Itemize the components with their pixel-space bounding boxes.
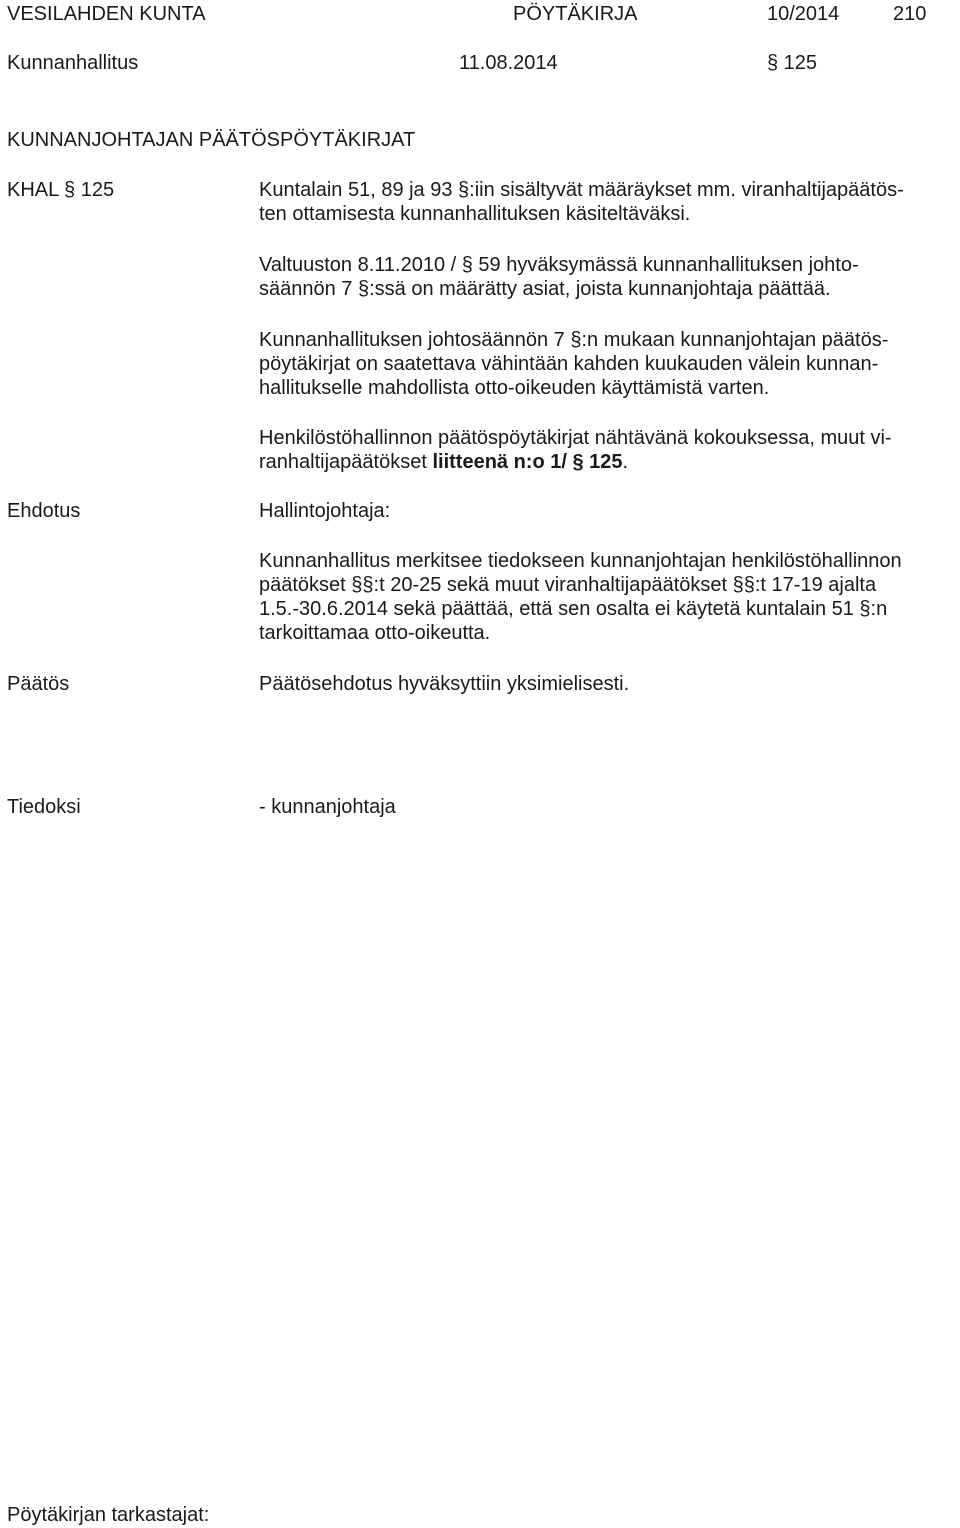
decision-label: Päätös bbox=[7, 673, 70, 695]
section-reference: KHAL § 125 bbox=[7, 179, 115, 201]
decision-text: Päätösehdotus hyväksyttiin yksimielisesti. bbox=[259, 673, 630, 695]
paragraph-procedure bbox=[259, 328, 888, 400]
paragraph-line: Kuntalain 51, 89 ja 93 §:iin sisältyvät määräykset mm. viranhaltijapäätös- bbox=[259, 179, 904, 201]
paragraph-line: säännön 7 §:ssä on määrätty asiat, joista kunnanjohtaja päättää. bbox=[259, 278, 831, 300]
page-number: 210 bbox=[893, 3, 927, 25]
paragraph-rules bbox=[259, 253, 859, 301]
paragraph-text: ranhaltijapäätökset bbox=[259, 451, 433, 473]
meeting-date: 11.08.2014 bbox=[459, 52, 558, 74]
paragraph-line: Kunnanhallitus merkitsee tiedokseen kunnanjohtajan henkilöstöhallinnon bbox=[259, 550, 902, 572]
paragraph-line: pöytäkirjat on saatettava vähintään kahden kuukauden välein kunnan- bbox=[259, 353, 879, 375]
paragraph-line: tarkoittamaa otto-oikeutta. bbox=[259, 622, 491, 644]
paragraph-text: . bbox=[622, 451, 629, 473]
notify-recipient: - kunnanjohtaja bbox=[259, 796, 396, 818]
paragraph-line bbox=[259, 450, 892, 474]
paragraph-line: ten ottamisesta kunnanhallituksen käsiteltäväksi. bbox=[259, 203, 691, 225]
paragraph-attachments bbox=[259, 426, 892, 474]
attachment-reference: liitteenä n:o 1/ § 125 bbox=[432, 451, 623, 473]
paragraph-line: Valtuuston 8.11.2010 / § 59 hyväksymässä kunnanhallituksen johto- bbox=[259, 254, 859, 276]
section-title: KUNNANJOHTAJAN PÄÄTÖSPÖYTÄKIRJAT bbox=[7, 129, 416, 151]
municipality-name: VESILAHDEN KUNTA bbox=[7, 3, 206, 25]
section-number: § 125 bbox=[767, 52, 818, 74]
minutes-inspectors-label: Pöytäkirjan tarkastajat: bbox=[7, 1504, 210, 1526]
proposal-label: Ehdotus bbox=[7, 500, 81, 522]
paragraph-legal-basis bbox=[259, 178, 904, 226]
proposer: Hallintojohtaja: bbox=[259, 500, 391, 522]
paragraph-line: päätökset §§:t 20-25 sekä muut viranhaltijapäätökset §§:t 17-19 ajalta bbox=[259, 574, 877, 596]
body-name: Kunnanhallitus bbox=[7, 52, 139, 74]
proposal-text bbox=[259, 549, 902, 645]
paragraph-line: Kunnanhallituksen johtosäännön 7 §:n mukaan kunnanjohtajan päätös- bbox=[259, 329, 889, 351]
paragraph-line: hallitukselle mahdollista otto-oikeuden käyttämistä varten. bbox=[259, 377, 770, 399]
document-number: 10/2014 bbox=[767, 3, 840, 25]
paragraph-line: 1.5.-30.6.2014 sekä päättää, että sen osalta ei käytetä kuntalain 51 §:n bbox=[259, 598, 888, 620]
document-type: PÖYTÄKIRJA bbox=[513, 3, 638, 25]
paragraph-line: Henkilöstöhallinnon päätöspöytäkirjat nähtävänä kokouksessa, muut vi- bbox=[259, 427, 892, 449]
notify-label: Tiedoksi bbox=[7, 796, 81, 818]
